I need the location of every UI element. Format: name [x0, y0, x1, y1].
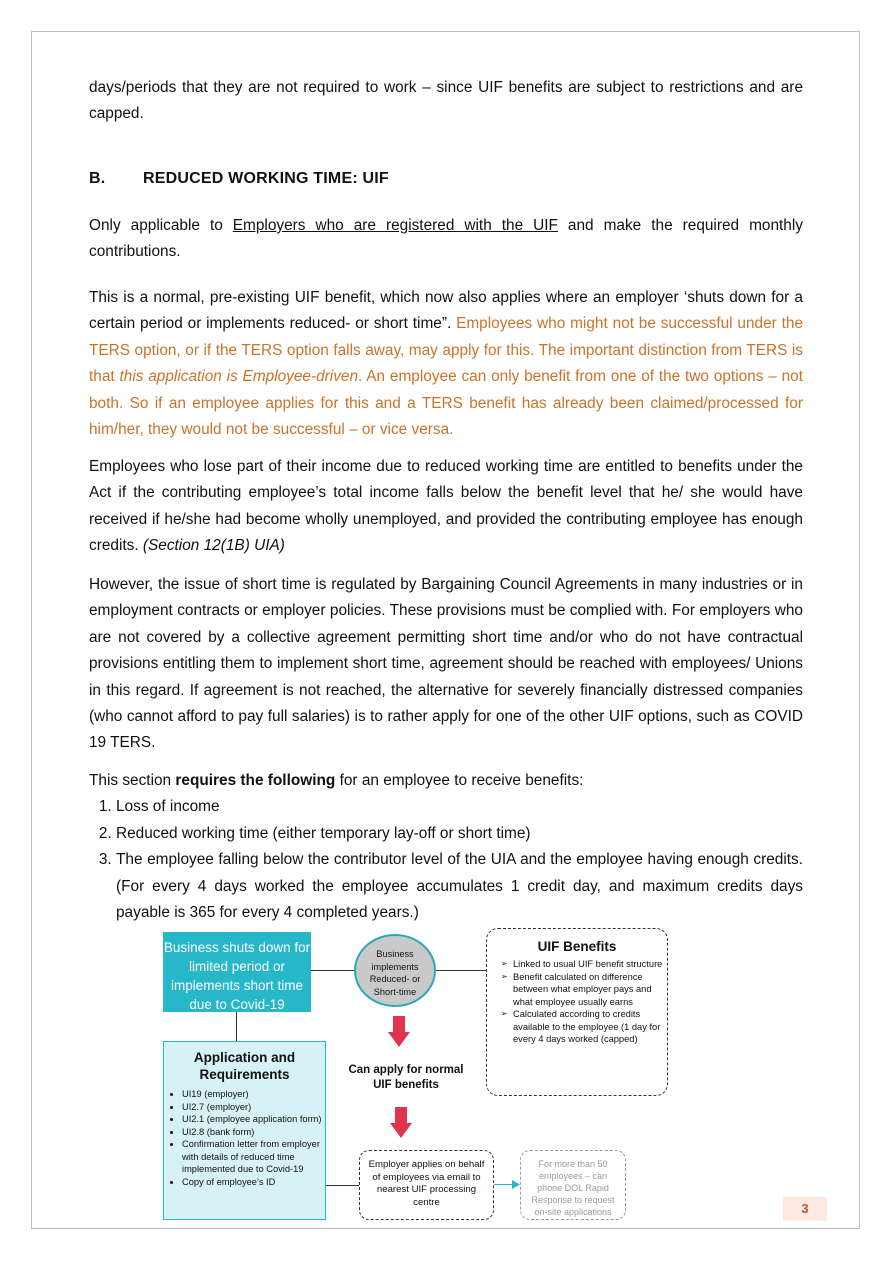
can-apply-label: Can apply for normal UIF benefits — [348, 1064, 464, 1091]
section-heading — [89, 170, 389, 188]
application-requirements-box — [163, 1041, 326, 1220]
application-title: Application and Requirements — [193, 1050, 296, 1082]
connector-line — [236, 1012, 237, 1041]
section-letter: B. — [89, 170, 106, 187]
down-arrow-icon — [388, 1016, 410, 1047]
page-number: 3 — [783, 1197, 827, 1221]
connector-line — [436, 970, 486, 971]
paragraph-normal-benefit: This is a normal, pre-existing UIF benefit, which now also applies where an employer ‘shuts down for a certain period or implements reduced- or short time”. Employees who might not be successful under the TERS option, or if the TERS option falls away, may apply for this. The important distinction from TERS is that this application is Employee-driven. An employee can only benefit from one of the two options – not both. So if an employee applies for this and a TERS benefit has already been claimed/processed for him/her, they would not be successful – or vice versa. — [89, 289, 804, 439]
connector-line — [326, 1185, 359, 1186]
employer-applies-box: Employer applies on behalf of employees via email to nearest UIF processing centre — [359, 1150, 494, 1220]
list-item: 3. The employee falling below the contributor level of the UIA and the employee having enough credits. (For every 4 days worked the employee accumulates 1 credit day, and maximum credits days payable is 365 for every 4 completed years.) — [116, 847, 803, 926]
underlined-phrase: Employers who are registered with the UIF — [232, 217, 558, 234]
section-reference: (Section 12(1B) UIA) — [142, 537, 285, 555]
connector-line — [311, 970, 356, 971]
list-item: • Confirmation letter from employer with details of reduced time implemented due to Covid-19 — [182, 1138, 325, 1176]
list-item: ➢ Linked to usual UIF benefit structure — [501, 958, 667, 971]
orange-highlight: Employees who might not be successful under the TERS option, or if the TERS option falls away, may apply for this. The important distinction from TERS is that — [89, 315, 804, 386]
section-title: REDUCED WORKING TIME: UIF — [143, 170, 389, 187]
uif-benefits-title: UIF Benefits — [537, 939, 617, 954]
list-item: • UI2.8 (bank form) — [182, 1126, 325, 1139]
paragraph-however: However, the issue of short time is regulated by Bargaining Council Agreements in many industries or in employment contracts or employer policies. These provisions must be complied with. For employers who are not covered by a collective agreement permitting short time and/or who do not have contractual provisions entitling them to implement short time, agreement should be reached with employees/ Unions in this regard. If agreement is not reached, the alternative for severely financially distressed companies (who cannot afford to pay full salaries) is to rather apply for one of the other UIF options, such as COVID 19 TERS. — [89, 576, 803, 752]
more-than-50-box: For more than 50 employees – can phone DOL Rapid Response to request on-site applications — [520, 1150, 626, 1220]
paragraph-lose-income: Employees who lose part of their income due to reduced working time are entitled to benefits under the Act if the contributing employee’s total income falls below the benefit level that he/ she would have received if he/she had become wholly unemployed, and provided the contributing employee has enough credits. (Section 12(1B) UIA) — [89, 458, 803, 555]
paragraph-continued: days/periods that they are not required to work – since UIF benefits are subject to restrictions and are capped. — [89, 79, 803, 123]
down-arrow-icon — [390, 1107, 412, 1138]
list-item: ➢ Benefit calculated on difference between what employer pays and what employee usually earns — [501, 971, 667, 1009]
list-item: • Copy of employee’s ID — [182, 1176, 325, 1189]
uif-benefits-box — [486, 928, 668, 1096]
uif-benefits-list — [487, 958, 667, 1046]
list-item: 2. Reduced working time (either temporary lay-off or short time) — [116, 821, 803, 847]
orange-italic-highlight: this application is Employee-driven — [119, 368, 359, 386]
list-item: • UI19 (employer) — [182, 1088, 325, 1101]
list-item: ➢ Calculated according to credits available to the employee (1 day for every 4 days worked (capped) — [501, 1008, 667, 1046]
business-shuts-down-box: Business shuts down for limited period or implements short time due to Covid-19 — [163, 932, 311, 1012]
list-item: 1. Loss of income — [116, 794, 803, 820]
application-list — [164, 1088, 325, 1188]
list-item: • UI2.7 (employer) — [182, 1101, 325, 1114]
list-item: • UI2.1 (employee application form) — [182, 1113, 325, 1126]
paragraph-requirements: This section requires the following for an employee to receive benefits: 1. Loss of income 2. Reduced working time (either temporary lay-off or short time) 3. The employee falling below the contributor level of the UIA and the employee having enough credits. (For every 4 days worked the employee accumulates 1 credit day, and maximum credits days payable is 365 for every 4 completed years.) — [89, 768, 803, 926]
paragraph-applicable: Only applicable to Employers who are registered with the UIF and make the required monthly contributions. — [89, 217, 803, 261]
business-implements-circle: Business implements Reduced- or Short-time — [354, 934, 436, 1007]
requirements-list — [89, 794, 803, 926]
